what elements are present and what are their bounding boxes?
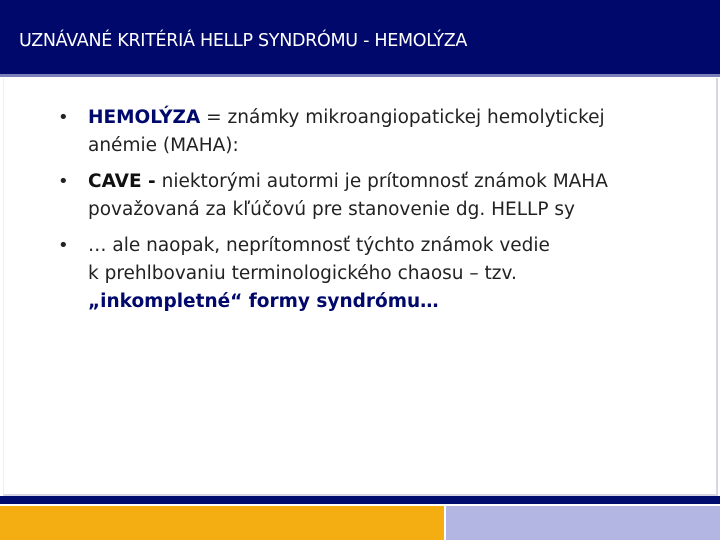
footer-bar-lavender xyxy=(446,506,720,540)
bullet-marker: • xyxy=(58,107,69,128)
footer-line xyxy=(0,496,720,504)
bullet-keyword: CAVE - xyxy=(88,171,156,192)
bullet-text-continued: k prehlbovaniu terminologického chaosu – tzv. xyxy=(88,263,517,284)
slide-title: UZNÁVANÉ KRITÉRIÁ HELLP SYNDRÓMU - HEMOLÝZA xyxy=(19,31,468,51)
bullet-text: = známky mikroangiopatickej hemolytickej xyxy=(200,107,605,128)
bullet-text: niektorými autormi je prítomnosť známok MAHA xyxy=(155,171,608,192)
bullet-marker: • xyxy=(58,235,69,256)
bullet-emphasis: „inkompletné“ formy syndrómu… xyxy=(88,291,439,312)
title-bar xyxy=(0,0,720,74)
bullet-text-continued: anémie (MAHA): xyxy=(88,135,239,156)
bullet-text: … ale naopak, neprítomnosť týchto známok vedie xyxy=(88,235,550,256)
bullet-item-inkompletne xyxy=(58,232,708,316)
bullet-keyword: HEMOLÝZA xyxy=(88,107,201,128)
bullet-marker: • xyxy=(58,171,69,192)
bullet-text-continued: považovaná za kľúčovú pre stanovenie dg. HELLP sy xyxy=(88,199,575,220)
title-underline xyxy=(0,74,720,77)
bullet-item-hemolyza xyxy=(58,104,708,160)
footer-bar-orange xyxy=(0,506,444,540)
bullet-list xyxy=(58,104,708,324)
bullet-item-cave xyxy=(58,168,708,224)
